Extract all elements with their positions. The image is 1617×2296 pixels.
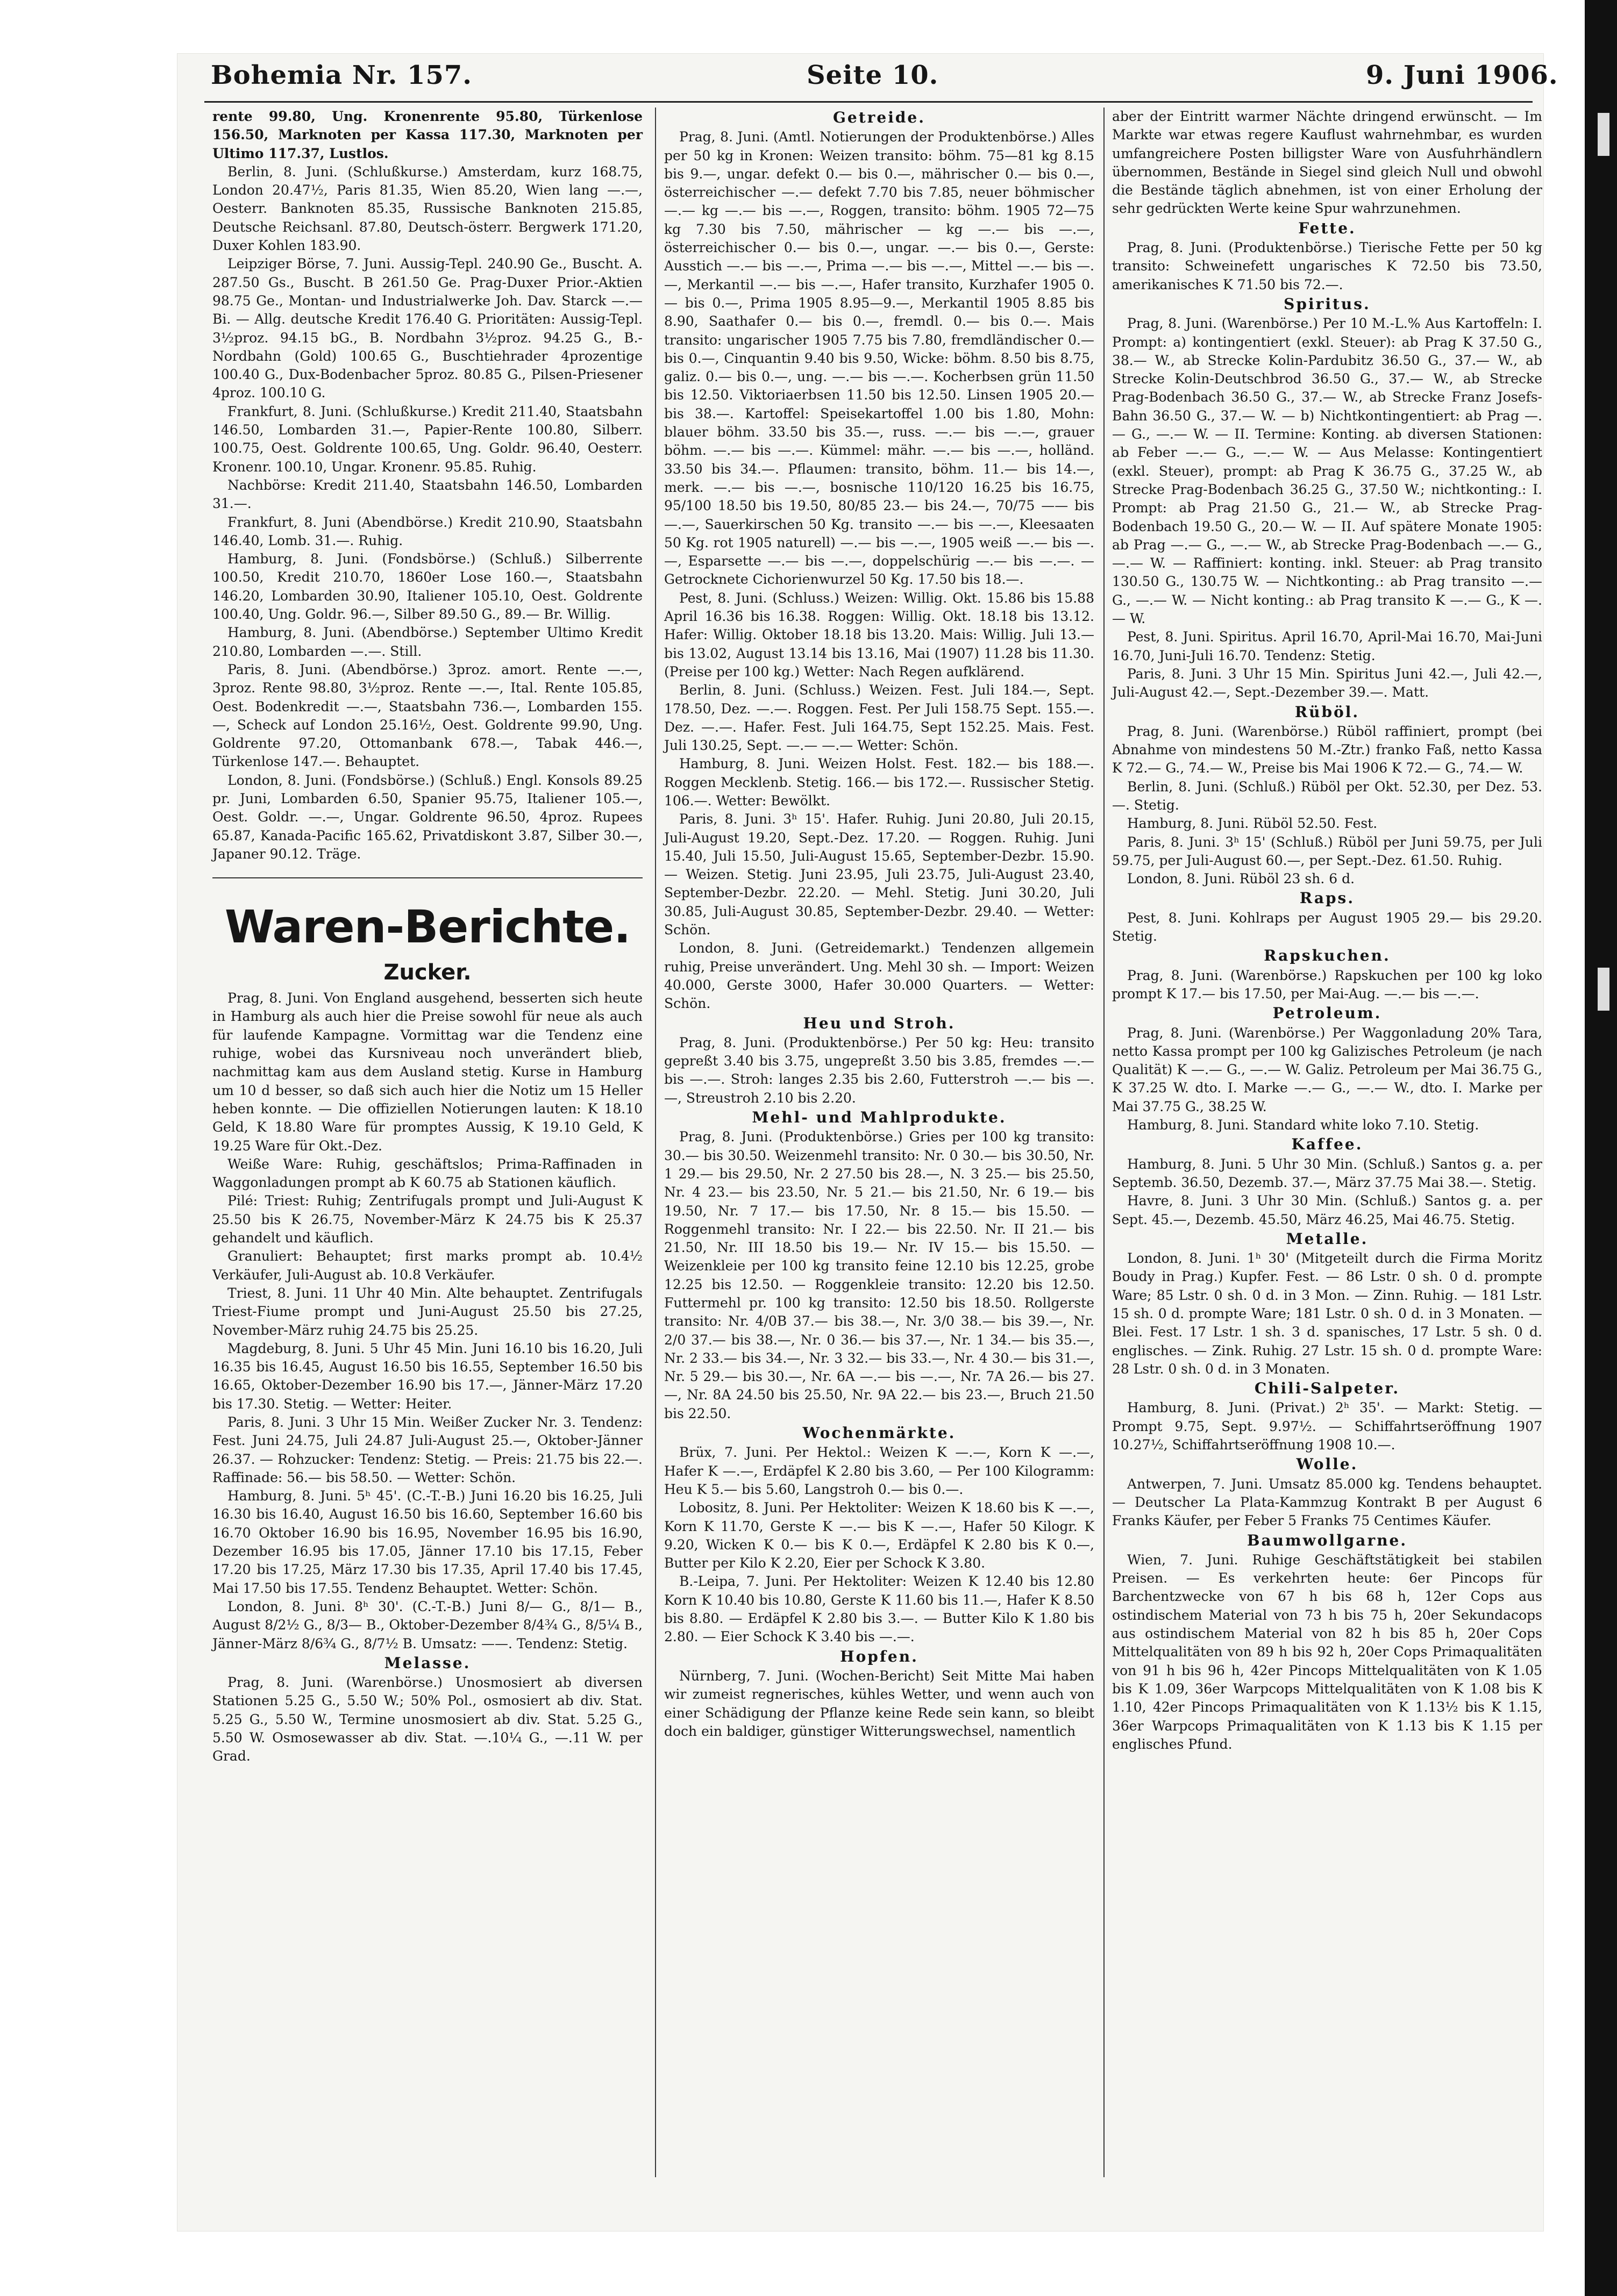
zucker-granuliert: Granuliert: Behauptet; first marks prompt ab. 10.4½ Verkäufer, Juli-August ab. 10.8 Verkäufer. bbox=[212, 1248, 643, 1283]
petroleum-prag: Prag, 8. Juni. (Warenbörse.) Per Waggonladung 20% Tara, netto Kassa prompt per 100 kg Galizisches Petroleum (je nach Qualität) K —.— G., —.— W. Galiz. Petroleum per Mai 36.75 G., K 37.25 W. dto. I. Marke —.— G., —.— W., dto. I. Marke per Mai 37.75 G., 38.25 W. bbox=[1112, 1025, 1542, 1114]
paragraph-wien-continuation: rente 99.80, Ung. Kronenrente 95.80, Türkenlose 156.50, Marknoten per Kassa 117.30, Marknoten per Ultimo 117.37, Lustlos. bbox=[212, 109, 643, 161]
mehl-prag: Prag, 8. Juni. (Produktenbörse.) Gries per 100 kg transito: 30.— bis 30.50. Weizenmehl transito: Nr. 0 30.— bis 30.50, Nr. 1 29.— bis 29.50, Nr. 2 27.50 bis 28.—, N. 3 25.— bis 25.50, Nr. 4 23.— bis 23.50, Nr. 5 21.— bis 21.50, Nr. 6 19.— bis 19.50, Nr. 7 17.— bis 17.50, Nr. 8 15.— bis 15.50. — Roggenmehl transito: Nr. I 22.— bis 22.50. Nr. II 21.— bis 21.50, Nr. III 18.50 bis 19.— Nr. IV 15.— bis 15.50. — Weizenkleie per 100 kg transito feine 12.10 bis 12.25, grobe 12.25 bis 12.50. — Roggenkleie transito: 12.20 bis 12.50. Futtermehl pr. 100 kg transito: 12.50 bis 18.50. Rollgerste transito: Nr. 4/0B 37.— bis 38.—, Nr. 3/0 38.— bis 39.—, Nr. 2/0 37.— bis 38.—, Nr. 0 36.— bis 37.—, Nr. 1 34.— bis 35.—, Nr. 2 33.— bis 34.—, Nr. 3 32.— bis 33.—, Nr. 4 30.— bis 31.—, Nr. 5 29.— bis 30.—, Nr. 6A —.— bis —.—, Nr. 7A 26.— bis 27.—, Nr. 8A 24.50 bis 25.50, Nr. 9A 22.— bis 23.—, Bruch 21.50 bis 22.50. bbox=[664, 1129, 1094, 1421]
getreide-paris: Paris, 8. Juni. 3ʰ 15'. Hafer. Ruhig. Juni 20.80, Juli 20.15, Juli-August 19.20, Sept.-Dez. 17.20. — Roggen. Ruhig. Juni 15.40, Juli 15.50, Juli-August 15.65, September-Dezbr. 15.90. — Weizen. Stetig. Juni 23.95, Juli 23.75, Juli-August 23.40, September-Dezbr. 22.20. — Mehl. Stetig. Juni 30.20, Juli 30.85, Juli-August 30.85, September-Dezbr. 29.40. — Wetter: Schön. bbox=[664, 811, 1094, 938]
column-divider bbox=[1103, 108, 1105, 2177]
zucker-pile: Pilé: Triest: Ruhig; Zentrifugals prompt und Juli-August K 25.50 bis K 26.75, November-März K 24.75 bis K 25.37 gehandelt und käuflich. bbox=[212, 1193, 643, 1246]
getreide-london: London, 8. Juni. (Getreidemarkt.) Tendenzen allgemein ruhig, Preise unverändert. Ung. Mehl 30 sh. — Import: Weizen 40.000, Gerste 3000, Hafer 30.000 Quarters. — Wetter: Schön. bbox=[664, 940, 1094, 1012]
wolle-antwerpen: Antwerpen, 7. Juni. Umsatz 85.000 kg. Tendens behauptet. — Deutscher La Plata-Kammzug Kontrakt B per August 6 Franks Käufer, per Feber 5 Franks 75 Centimes Käufer. bbox=[1112, 1476, 1542, 1529]
heu-prag: Prag, 8. Juni. (Produktenbörse.) Per 50 kg: Heu: transito gepreßt 3.40 bis 3.75, ungepreßt 3.50 bis 3.85, fremdes —.— bis —.—. Stroh: langes 2.35 bis 2.60, Futterstroh —.— bis —.—, Streustroh 2.10 bis 2.20. bbox=[664, 1034, 1094, 1106]
section-divider bbox=[212, 877, 643, 878]
melasse-prag: Prag, 8. Juni. (Warenbörse.) Unosmosiert ab diversen Stationen 5.25 G., 5.50 W.; 50% Pol., osmosiert ab div. Stat. 5.25 G., 5.50 W., Termine unosmosiert ab div. Stat. 5.25 G., 5.50 W. Osmosewasser ab div. Stat. —.10¼ G., —.11 W. per Grad. bbox=[212, 1675, 643, 1764]
wochenmarkt-lobositz: Lobositz, 8. Juni. Per Hektoliter: Weizen K 18.60 bis K —.—, Korn K 11.70, Gerste K —.— bis K —.—, Hafer 50 Kilogr. K 9.20, Wicken K 0.— bis K 0.—, Erdäpfel K 2.80 bis K 0.—, Butter per Kilo K 2.20, Eier per Schock K 3.80. bbox=[664, 1500, 1094, 1571]
heading-fette: Fette. bbox=[1298, 219, 1356, 237]
subsection-title-zucker: Zucker. bbox=[383, 960, 472, 985]
column-divider bbox=[655, 108, 656, 2177]
getreide-berlin: Berlin, 8. Juni. (Schluss.) Weizen. Fest. Juli 184.—, Sept. 178.50, Dez. —.—. Roggen. Fest. Per Juli 158.75 Sept. 155.—. Dez. —.—. Hafer. Fest. Juli 164.75, Sept 152.25. Mais. Fest. Juli 130.25, Sept. —.— —.— Wetter: Schön. bbox=[664, 682, 1094, 754]
zucker-prag: Prag, 8. Juni. Von England ausgehend, besserten sich heute in Hamburg als auch hier die Preise sowohl für neue als auch für laufende Kampagne. Vormittag war die Tendenz eine ruhige, wobei das Kursniveau noch unverändert blieb, nachmittag kam aus dem Ausland stetig. Kurse in Hamburg um 10 d besser, so daß sich auch hier die Notiz um 15 Heller heben konnte. — Die offiziellen Notierungen lauten: K 18.10 Geld, K 18.80 Ware für promptes Aussig, K 19.10 Geld, K 19.25 Ware für Okt.-Dez. bbox=[212, 990, 643, 1154]
spiritus-paris: Paris, 8. Juni. 3 Uhr 15 Min. Spiritus Juni 42.—, Juli 42.—, Juli-August 42.—, Sept.-Dezember 39.—. Matt. bbox=[1112, 666, 1542, 700]
report-frankfurt: Frankfurt, 8. Juni. (Schlußkurse.) Kredit 211.40, Staatsbahn 146.50, Lombarden 31.—, Papier-Rente 100.80, Silberr. 100.75, Oest. Goldrente 100.65, Ung. Goldr. 96.40, Oesterr. Kronenr. 100.10, Ungar. Kronenr. 95.85. Ruhig. bbox=[212, 403, 643, 475]
report-frankfurt-abend: Frankfurt, 8. Juni (Abendbörse.) Kredit 210.90, Staatsbahn 146.40, Lomb. 31.—. Ruhig. bbox=[212, 514, 643, 548]
heading-heu-stroh: Heu und Stroh. bbox=[803, 1014, 956, 1032]
scanner-mark bbox=[1598, 968, 1609, 1011]
zucker-triest: Triest, 8. Juni. 11 Uhr 40 Min. Alte behauptet. Zentrifugals Triest-Fiume prompt und Juni-August 25.50 bis 27.25, November-März ruhig 24.75 bis 25.25. bbox=[212, 1285, 643, 1338]
rueboel-prag: Prag, 8. Juni. (Warenbörse.) Rüböl raffiniert, prompt (bei Abnahme von mindestens 50 M.-Ztr.) franko Faß, netto Kassa K 72.— G., 74.— W., Preise bis Mai 1906 K 72.— G., 74.— W. bbox=[1112, 723, 1542, 776]
zucker-paris: Paris, 8. Juni. 3 Uhr 15 Min. Weißer Zucker Nr. 3. Tendenz: Fest. Juni 24.75, Juli 24.87 Juli-August 25.—, Oktober-Jänner 26.37. — Rohzucker: Tendenz: Stetig. — Preis: 21.75 bis 22.—. Raffinade: 56.— bis 58.50. — Wetter: Schön. bbox=[212, 1414, 643, 1485]
heading-metalle: Metalle. bbox=[1286, 1229, 1369, 1248]
kaffee-havre: Havre, 8. Juni. 3 Uhr 30 Min. (Schluß.) Santos g. a. per Sept. 45.—, Dezemb. 45.50, März 46.25, Mai 46.75. Stetig. bbox=[1112, 1193, 1542, 1227]
heading-kaffee: Kaffee. bbox=[1291, 1135, 1363, 1154]
heading-mehl: Mehl- und Mahlprodukte. bbox=[752, 1108, 1007, 1127]
heading-wochenmaerkte: Wochenmärkte. bbox=[802, 1424, 956, 1442]
column-1 bbox=[212, 108, 643, 1766]
report-hamburg: Hamburg, 8. Juni. (Fondsbörse.) (Schluß.) Silberrente 100.50, Kredit 210.70, 1860er Lose 160.—, Staatsbahn 146.20, Lombarden 30.90, Italiener 105.10, Oest. Goldrente 100.40, Ung. Goldr. 96.—, Silber 89.50 G., 89.— Br. Willig. bbox=[212, 551, 643, 623]
spiritus-prag: Prag, 8. Juni. (Warenbörse.) Per 10 M.-L.% Aus Kartoffeln: I. Prompt: a) kontingentiert (exkl. Steuer): ab Prag K 37.50 G., 38.— W., ab Strecke Kolin-Pardubitz 36.50 G., 37.— W., ab Strecke Kolin-Deutschbrod 36.50 G., 37.— W., ab Strecke Prag-Bodenbach 36.50 G., 37.— W., ab Strecke Franz Josefs-Bahn 36.50 G., 37.— W. — b) Nichtkontingentiert: ab Prag —.— G., —.— W. — II. Termine: Konting. ab diversen Stationen: ab Feber —.— G., —.— W. — Aus Melasse: Kontingentiert (exkl. Steuer), prompt: ab Prag K 36.75 G., 37.25 W., ab Strecke Prag-Bodenbach 36.25 G., 37.50 W.; nichtkonting.: I. Prompt: ab Prag 21.50 G., 21.— W., ab Strecke Prag-Bodenbach 19.50 G., 20.— W. — II. Auf spätere Monate 1905: ab Prag —.— G., —.— W., ab Strecke Prag-Bodenbach —.— G., —.— W. — Raffiniert: konting. inkl. Steuer: ab Prag transito 130.50 G., 130.75 W. — Nichtkonting.: ab Prag transito —.— G., —.— W. — Nicht konting.: ab Prag transito K —.— G., K —.— W. bbox=[1112, 316, 1542, 627]
scanner-edge bbox=[1585, 0, 1617, 2296]
heading-baumwollgarne: Baumwollgarne. bbox=[1246, 1531, 1408, 1549]
metalle-london: London, 8. Juni. 1ʰ 30' (Mitgeteilt durch die Firma Moritz Boudy in Prag.) Kupfer. Fest. — 86 Lstr. 0 sh. 0 d. prompte Ware; 85 Lstr. 0 sh. 0 d. in 3 Mon. — Zinn. Ruhig. — 181 Lstr. 15 sh. 0 d. prompte Ware; 181 Lstr. 0 sh. 0 d. in 3 Monaten. — Blei. Fest. 17 Lstr. 1 sh. 3 d. spanisches, 17 Lstr. 5 sh. 0 d. englisches. — Zink. Ruhig. 27 Lstr. 15 sh. 0 d. prompte Ware: 28 Lstr. 0 sh. 0 d. in 3 Monaten. bbox=[1112, 1250, 1542, 1377]
heading-wolle: Wolle. bbox=[1296, 1455, 1358, 1474]
rapskuchen-prag: Prag, 8. Juni. (Warenbörse.) Rapskuchen per 100 kg loko prompt K 17.— bis 17.50, per Mai-Aug. —.— bis —.—. bbox=[1112, 967, 1542, 1002]
zucker-london: London, 8. Juni. 8ʰ 30'. (C.-T.-B.) Juni 8/— G., 8/1— B., August 8/2½ G., 8/3— B., Oktober-Dezember 8/4¾ G., 8/5¼ B., Jänner-März 8/6¾ G., 8/7½ B. Umsatz: ——. Tendenz: Stetig. bbox=[212, 1598, 643, 1651]
column-3 bbox=[1112, 108, 1542, 1754]
spiritus-pest: Pest, 8. Juni. Spiritus. April 16.70, April-Mai 16.70, Mai-Juni 16.70, Juni-Juli 16.70. Tendenz: Stetig. bbox=[1112, 629, 1542, 663]
zucker-magdeburg: Magdeburg, 8. Juni. 5 Uhr 45 Min. Juni 16.10 bis 16.20, Juli 16.35 bis 16.45, August 16.50 bis 16.55, September 16.50 bis 16.65, Oktober-Dezember 16.90 bis 17.—, Jänner-März 17.20 bis 17.30. Stetig. — Wetter: Heiter. bbox=[212, 1340, 643, 1412]
heading-rapskuchen: Rapskuchen. bbox=[1264, 947, 1391, 965]
report-berlin: Berlin, 8. Juni. (Schlußkurse.) Amsterdam, kurz 168.75, London 20.47½, Paris 81.35, Wien 85.20, Wien lang —.—, Oesterr. Banknoten 85.35, Russische Banknoten 215.85, Deutsche Reichsanl. 87.80, Deutsch-österr. Bergwerk 171.20, Duxer Kohlen 183.90. bbox=[212, 163, 643, 254]
report-paris: Paris, 8. Juni. (Abendbörse.) 3proz. amort. Rente —.—, 3proz. Rente 98.80, 3½proz. Rente —.—, Ital. Rente 105.85, Oest. Bodenkredit —.—, Staatsbahn 736.—, Lombarden 155.—, Scheck auf London 25.16½, Oest. Goldrente 99.90, Ung. Goldrente 97.20, Ottomanbank 678.—, Tabak 446.—, Türkenlose 147.—. Behauptet. bbox=[212, 661, 643, 770]
wochenmarkt-brux: Brüx, 7. Juni. Per Hektol.: Weizen K —.—, Korn K —.—, Hafer K —.—, Erdäpfel K 2.80 bis 3.60, — Per 100 Kilogramm: Heu K 5.— bis 5.60, Langstroh 0.— bis 0.—. bbox=[664, 1444, 1094, 1497]
hopfen-nuernberg: Nürnberg, 7. Juni. (Wochen-Bericht) Seit Mitte Mai haben wir zumeist regnerisches, kühles Wetter, und wenn auch von einer Schädigung der Pflanze keine Rede sein kann, so bleibt doch ein baldiger, günstiger Witterungswechsel, namentlich bbox=[664, 1668, 1094, 1739]
report-leipzig: Leipziger Börse, 7. Juni. Aussig-Tepl. 240.90 Ge., Buscht. A. 287.50 Gs., Buscht. B 261.50 Ge. Prag-Duxer Prior.-Aktien 98.75 Ge., Montan- und Industrialwerke Joh. Dav. Starck —.— Bi. — Allg. deutsche Kredit 176.40 G. Prioritäten: Aussig-Tepl. 3½proz. 94.15 bG., B. Nordbahn 3½proz. 94.25 G., B.-Nordbahn (Gold) 100.65 G., Buschtiehrader 4prozentige 100.40 G., Dux-Bodenbacher 5proz. 80.85 G., Pilsen-Priesener 4proz. 100.10 G. bbox=[212, 256, 643, 401]
hopfen-continuation: aber der Eintritt warmer Nächte dringend erwünscht. — Im Markte war etwas regere Kauflust wahrnehmbar, es wurden umfangreichere Posten billigster Ware von Ausfuhrhändlern übernommen, Bestände in Siegel sind gleich Null und obwohl die Bestände täglich abnehmen, ist von einer Erholung der sehr gedrückten Werte keine Spur wahrzunehmen. bbox=[1112, 109, 1542, 217]
zucker-hamburg: Hamburg, 8. Juni. 5ʰ 45'. (C.-T.-B.) Juni 16.20 bis 16.25, Juli 16.30 bis 16.40, August 16.50 bis 16.60, September 16.60 bis 16.70 Oktober 16.90 bis 16.95, November 16.95 bis 16.90, Dezember 16.95 bis 17.05, Jänner 17.10 bis 17.15, Feber 17.20 bis 17.25, März 17.30 bis 17.35, April 17.40 bis 17.45, Mai 17.50 bis 17.55. Tendenz Behauptet. Wetter: Schön. bbox=[212, 1488, 643, 1596]
heading-rueboel: Rüböl. bbox=[1294, 703, 1360, 721]
report-hamburg-abend: Hamburg, 8. Juni. (Abendbörse.) September Ultimo Kredit 210.80, Lombarden —.—. Still. bbox=[212, 625, 643, 659]
rueboel-paris: Paris, 8. Juni. 3ʰ 15' (Schluß.) Rüböl per Juni 59.75, per Juli 59.75, per Juli-August 60.—, per Sept.-Dez. 61.50. Ruhig. bbox=[1112, 834, 1542, 868]
rueboel-hamburg: Hamburg, 8. Juni. Rüböl 52.50. Fest. bbox=[1127, 816, 1378, 832]
wochenmarkt-leipa: B.-Leipa, 7. Juni. Per Hektoliter: Weizen K 12.40 bis 12.80 Korn K 10.40 bis 10.80, Gerste K 11.60 bis 11.—, Hafer K 8.50 bis 8.80. — Erdäpfel K 2.80 bis 3.—. — Butter Kilo K 1.80 bis 2.80. — Eier Schock K 3.40 bis —.—. bbox=[664, 1573, 1094, 1645]
chili-hamburg: Hamburg, 8. Juni. (Privat.) 2ʰ 35'. — Markt: Stetig. — Prompt 9.75, Sept. 9.97½. — Schiffahrtseröffnung 1907 10.27½, Schiffahrtseröffnung 1908 10.—. bbox=[1112, 1400, 1542, 1453]
heading-hopfen: Hopfen. bbox=[840, 1647, 918, 1665]
kaffee-hamburg: Hamburg, 8. Juni. 5 Uhr 30 Min. (Schluß.) Santos g. a. per Septemb. 36.50, Dezemb. 37.—, März 37.75 Mai 38.—. Stetig. bbox=[1112, 1156, 1542, 1190]
heading-spiritus: Spiritus. bbox=[1284, 295, 1371, 313]
report-nachboerse: Nachbörse: Kredit 211.40, Staatsbahn 146.50, Lombarden 31.—. bbox=[212, 477, 643, 512]
header-paper-title: Bohemia Nr. 157. bbox=[211, 60, 472, 90]
heading-melasse: Melasse. bbox=[384, 1654, 471, 1672]
section-title-waren-berichte: Waren-Berichte. bbox=[224, 900, 631, 954]
heading-raps: Raps. bbox=[1299, 889, 1355, 907]
getreide-pest: Pest, 8. Juni. (Schluss.) Weizen: Willig. Okt. 15.86 bis 15.88 April 16.36 bis 16.38. Roggen: Willig. Okt. 18.18 bis 13.12. Hafer: Willig. Oktober 18.18 bis 13.20. Mais: Willig. Juli 13.— bis 13.02, August 13.14 bis 13.16, Mai (1907) 11.28 bis 11.30. (Preise per 100 kg.) Wetter: Nach Regen aufklärend. bbox=[664, 590, 1094, 679]
baumwolle-wien: Wien, 7. Juni. Ruhige Geschäftstätigkeit bei stabilen Preisen. — Es verkehrten heute: 6er Pincops für Barchentzwecke von 67 h bis 68 h, 12er Cops aus ostindischem Material von 73 h bis 75 h, 20er Sekundacops aus ostindischem Material von 82 h bis 85 h, 20er Cops Mittelqualitäten von 89 h bis 92 h, 20er Cops Primaqualitäten von 91 h bis 96 h, 42er Pincops Mittelqualitäten von K 1.05 bis K 1.09, 36er Warpcops Mittelqualitäten von K 1.08 bis K 1.10, 42er Pincops Primaqualitäten von K 1.13½ bis K 1.15, 36er Warpcops Primaqualitäten von K 1.13 bis K 1.15 per englisches Pfund. bbox=[1112, 1551, 1542, 1752]
petroleum-hamburg: Hamburg, 8. Juni. Standard white loko 7.10. Stetig. bbox=[1127, 1117, 1479, 1133]
header-page-number: Seite 10. bbox=[807, 60, 939, 90]
heading-petroleum: Petroleum. bbox=[1272, 1004, 1382, 1022]
getreide-hamburg: Hamburg, 8. Juni. Weizen Holst. Fest. 182.— bis 188.—. Roggen Mecklenb. Stetig. 166.— bis 172.—. Russischer Stetig. 106.—. Wetter: Bewölkt. bbox=[664, 756, 1094, 809]
heading-getreide: Getreide. bbox=[832, 109, 925, 126]
header-date: 9. Juni 1906. bbox=[1366, 60, 1558, 90]
getreide-prag: Prag, 8. Juni. (Amtl. Notierungen der Produktenbörse.) Alles per 50 kg in Kronen: Weizen transito: böhm. 75—81 kg 8.15 bis 9.—, ungar. defekt 0.— bis 0.—, mährischer 0.— bis 0.—, österreichischer —.— defekt 7.70 bis 7.85, neuer böhmischer —.— kg —.— bis —.—, Roggen, transito: böhm. 1905 72—75 kg 7.30 bis 7.50, mährischer — kg —.— bis —.—, österreichischer 0.— bis 0.—, ungar. —.— bis 0.—, Gerste: Ausstich —.— bis —.—, Prima —.— bis —.—, Mittel —.— bis —.—, Merkantil —.— bis —.—, Hafer transito, Kurzhafer 1905 0.— bis 0.—, Prima 1905 8.95—9.—, Merkantil 1905 8.85 bis 8.90, Saathafer 0.— bis 0.—, fremdl. 0.— bis 0.—. Mais transito: ungarischer 1905 7.75 bis 7.80, fremdländischer 0.— bis 0.—, Cinquantin 9.40 bis 9.50, Wicke: böhm. 8.50 bis 8.75, galiz. 0.— bis 0.—, ung. —.— bis —.—. Kocherbsen grün 11.50 bis 12.50. Viktoriaerbsen 11.50 bis 12.50. Linsen 1905 20.— bis 38.—. Kartoffel: Speisekartoffel 1.00 bis 1.80, Mohn: blauer böhm. 33.50 bis 35.—, russ. —.— bis —.—, grauer böhm. —.— bis —.—. Kümmel: mähr. —.— bis —.—, holländ. 33.50 bis 34.—. Pflaumen: transito, böhm. 11.— bis 14.—, merk. —.— bis —.—, bosnische 110/120 16.25 bis 16.75, 95/100 18.50 bis 19.50, 80/85 23.— bis 24.—, 70/75 —— bis —.—, Sauerkirschen 50 Kg. transito —.— bis —.—, Kleesaaten 50 Kg. rot 1905 naturell) —.— bis —.—, 1905 weiß —.— bis —.—, Esparsette —.— bis —.—, doppelschürig —.— bis —.—. — Getrocknete Cichorienwurzel 50 Kg. 17.50 bis 18.—. bbox=[664, 129, 1094, 588]
column-2 bbox=[664, 108, 1094, 1741]
heading-chili-salpeter: Chili-Salpeter. bbox=[1254, 1379, 1400, 1398]
rueboel-london: London, 8. Juni. Rüböl 23 sh. 6 d. bbox=[1127, 871, 1355, 887]
zucker-weisse-ware: Weiße Ware: Ruhig, geschäftslos; Prima-Raffinaden in Waggonladungen prompt ab K 60.75 ab Stationen käuflich. bbox=[212, 1156, 643, 1191]
fette-prag: Prag, 8. Juni. (Produktenbörse.) Tierische Fette per 50 kg transito: Schweinefett ungarisches K 72.50 bis 73.50, amerikanisches K 71.50 bis 72.—. bbox=[1112, 240, 1542, 292]
scanner-mark bbox=[1598, 113, 1609, 156]
rueboel-berlin: Berlin, 8. Juni. (Schluß.) Rüböl per Okt. 52.30, per Dez. 53.—. Stetig. bbox=[1112, 778, 1542, 813]
raps-pest: Pest, 8. Juni. Kohlraps per August 1905 29.— bis 29.20. Stetig. bbox=[1112, 910, 1542, 945]
report-london: London, 8. Juni. (Fondsbörse.) (Schluß.) Engl. Konsols 89.25 pr. Juni, Lombarden 6.50, Spanier 95.75, Italiener 105.—, Oest. Goldr. —.—, Ungar. Goldrente 96.50, 4proz. Rupees 65.87, Kanada-Pacific 165.62, Privatdiskont 3.87, Silber 30.—, Japaner 90.12. Träge. bbox=[212, 772, 643, 862]
header-rule bbox=[204, 101, 1533, 103]
